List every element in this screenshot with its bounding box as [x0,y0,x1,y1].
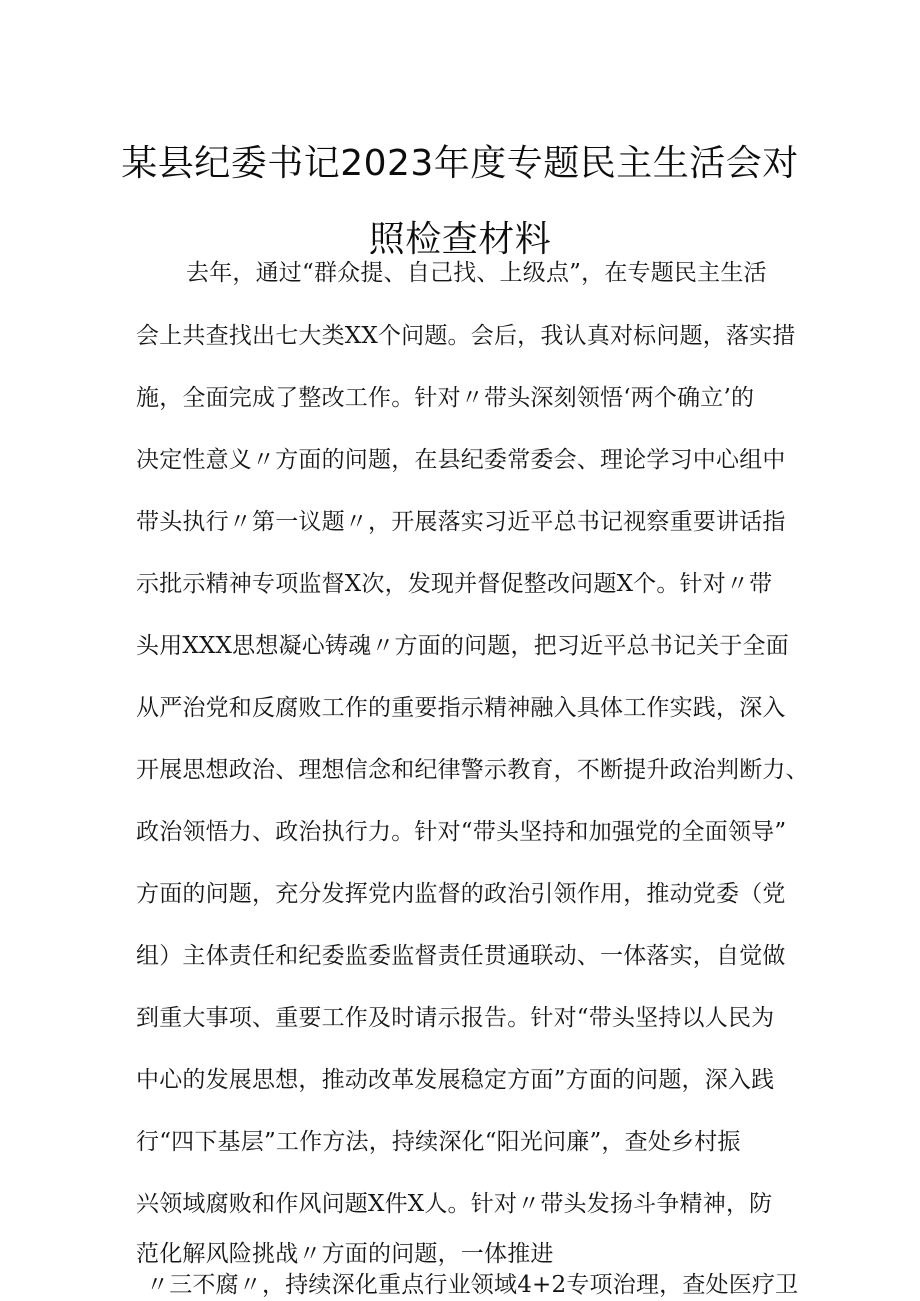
body-line-10: 政治领悟力、政治执行力。针对“带头坚持和加强党的全面领导” [136,819,787,845]
body-line-1: 去年，通过“群众提、自己找、上级点”，在专题民主生活 [186,260,767,286]
body-line-15: 行“四下基层”工作方法，持续深化“阳光问廉”，查处乡村振 [136,1129,741,1155]
body-line-14: 中心的发展思想，推动改革发展稳定方面”方面的问题，深入践 [136,1067,775,1093]
body-line-2: 会上共查找出七大类XX个问题。会后，我认真对标问题，落实措 [136,323,796,349]
body-line-4: 决定性意义〃方面的问题，在县纪委常委会、理论学习中心组中 [136,447,786,473]
body-line-12: 组）主体责任和纪委监委监督责任贯通联动、一体落实，自觉做 [136,943,786,969]
body-line-11: 方面的问题，充分发挥党内监督的政治引领作用，推动党委（党 [136,881,786,907]
body-line-9: 开展思想政治、理想信念和纪律警示教育，不断提升政治判断力、 [136,757,809,783]
body-line-17: 范化解风险挑战〃方面的问题，一体推进 [136,1241,554,1267]
body-line-16: 兴领域腐败和作风问题X件X人。针对〃带头发扬斗争精神，防 [136,1191,773,1217]
body-line-5: 带头执行〃第一议题〃，开展落实习近平总书记视察重要讲话指 [136,509,786,535]
body-line-18: 〃三不腐〃，持续深化重点行业领域4+2专项治理，查处医疗卫 [146,1272,799,1298]
body-line-13: 到重大事项、重要工作及时请示报告。针对“带头坚持以人民为 [136,1005,775,1031]
body-line-6: 示批示精神专项监督X次，发现并督促整改问题X个。针对〃带 [136,571,773,597]
body-line-8: 从严治党和反腐败工作的重要指示精神融入具体工作实践，深入 [136,695,786,721]
document-title-line-2: 照检查材料 [368,219,552,260]
body-line-3: 施，全面完成了整改工作。针对〃带头深刻领悟‘两个确立’的 [136,385,755,411]
document-title-line-1: 某县纪委书记2023年度专题民主生活会对 [121,143,799,184]
body-line-7: 头用XXX思想凝心铸魂〃方面的问题，把习近平总书记关于全面 [136,633,789,659]
